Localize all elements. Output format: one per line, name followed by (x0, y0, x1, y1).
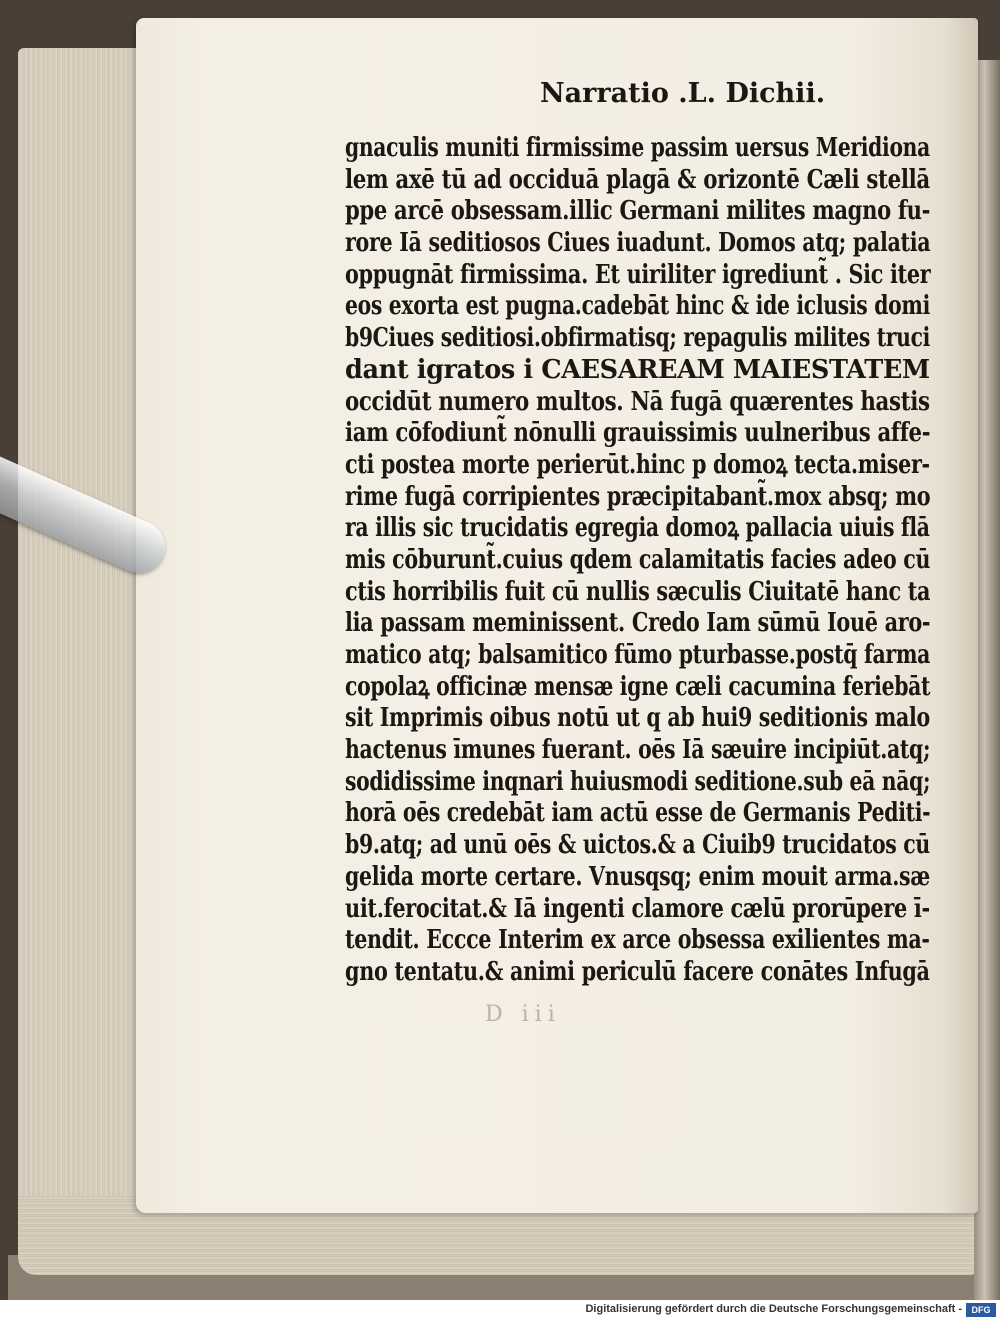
text-line-content: lem axē tū ad occiduā plagā & orizontē Cæli stellā (345, 163, 930, 195)
text-line-content: tendit. Eccce Interim ex arce obsessa exilientes ma- (345, 924, 930, 956)
text-line (345, 639, 945, 671)
text-line-content: rime fugā corripientes præcipitabant̃.mox absq; mo (345, 480, 931, 512)
text-line (345, 481, 945, 513)
text-line-content: b9.atq; ad unū oēs & uictos.& a Ciuib9 trucidatos cū (345, 829, 930, 861)
text-line-content: gno tentatu.& animi periculū facere conātes Infugā (345, 955, 930, 987)
text-line-content: cti postea morte perierūt.hinc p domoꝝ tecta.miser- (345, 448, 930, 480)
text-line (345, 354, 945, 386)
text-line-content: b9Ciues seditiosi.obfirmatisq; repagulis milites truci (345, 322, 931, 354)
text-line-content: oppugnāt firmissima. Et uiriliter igrediunt̃ . Sic iter (345, 258, 931, 290)
text-line (345, 227, 945, 259)
digitization-credit: Digitalisierung gefördert durch die Deutsche Forschungsgemeinschaft - (585, 1303, 962, 1315)
text-line (345, 449, 945, 481)
text-line-content: lia passam meminissent. Credo Iam sūmū Iouē aro- (345, 607, 931, 639)
text-line-content: sodidissime inqnari huiusmodi seditione.sub eā nāq; (345, 765, 931, 797)
text-line-content: matico atq; balsamitico fūmo pturbasse.postq̄ farma (345, 639, 931, 670)
text-line (345, 259, 945, 291)
text-line-content: hactenus īmunes fuerant. oēs Iā sæuire incipiūt.atq; (345, 734, 931, 766)
text-line-content: eos exorta est pugna.cadebāt hinc & ide iclusis domi (345, 290, 930, 322)
text-line (345, 671, 945, 703)
text-line-content: gelida morte certare. Vnusqsq; enim mouit arma.sæ (345, 860, 930, 892)
text-line (345, 861, 945, 893)
text-line-content: sit Imprimis oibus notū ut q ab hui9 seditionis malo (345, 702, 930, 734)
footer-bar (0, 1300, 1000, 1321)
text-line (345, 797, 945, 829)
text-line-content: mis cōburunt̃.cuius qdem calamitatis facies adeo cū (345, 543, 931, 575)
body-text (345, 132, 945, 988)
text-line-content: ctis horribilis fuit cū nullis sæculis Ciuitatē hanc ta (345, 575, 931, 607)
text-line (345, 512, 945, 544)
text-line-content: horā oēs credebāt iam actū esse de Germanis Pediti- (345, 797, 931, 829)
text-line (345, 893, 945, 925)
text-line-content: dant igratos i CAESAREAM MAIESTATEM (345, 353, 930, 385)
text-line (345, 607, 945, 639)
text-line-content: gnaculis muniti firmissime passim uersus Meridiona (345, 132, 930, 163)
text-line (345, 132, 945, 164)
text-line (345, 544, 945, 576)
text-line (345, 576, 945, 608)
text-line (345, 322, 945, 354)
text-line (345, 956, 945, 988)
text-line-content: iam cōfodiunt̃ nōnulli grauissimis uulneribus affe- (345, 417, 931, 449)
running-head: Narratio .L. Dichii. (540, 78, 826, 109)
text-line (345, 734, 945, 766)
dfg-logo: DFG (966, 1303, 996, 1317)
text-line (345, 195, 945, 227)
text-line (345, 924, 945, 956)
text-line-content: copolaꝝ officinæ mensæ igne cæli cacumina feriebāt (345, 670, 931, 702)
signature-mark: D iii (485, 1002, 561, 1027)
text-line (345, 829, 945, 861)
text-line (345, 164, 945, 196)
text-line (345, 386, 945, 418)
text-line (345, 702, 945, 734)
text-line (345, 417, 945, 449)
text-line-content: ppe arcē obsessam.illic Germani milites magno fu- (345, 195, 931, 227)
text-line-content: uit.ferocitat.& Iā ingenti clamore cælū prorūpere ī- (345, 892, 930, 924)
text-line-content: rore Iā seditiosos Ciues iuadunt. Domos atq; palatia (345, 227, 931, 259)
text-line (345, 766, 945, 798)
text-line-content: ra illis sic trucidatis egregia domoꝝ pallacia uiuis flā (345, 512, 930, 544)
text-line (345, 290, 945, 322)
text-line-content: occidūt numero multos. Nā fugā quærentes hastis (345, 385, 930, 417)
